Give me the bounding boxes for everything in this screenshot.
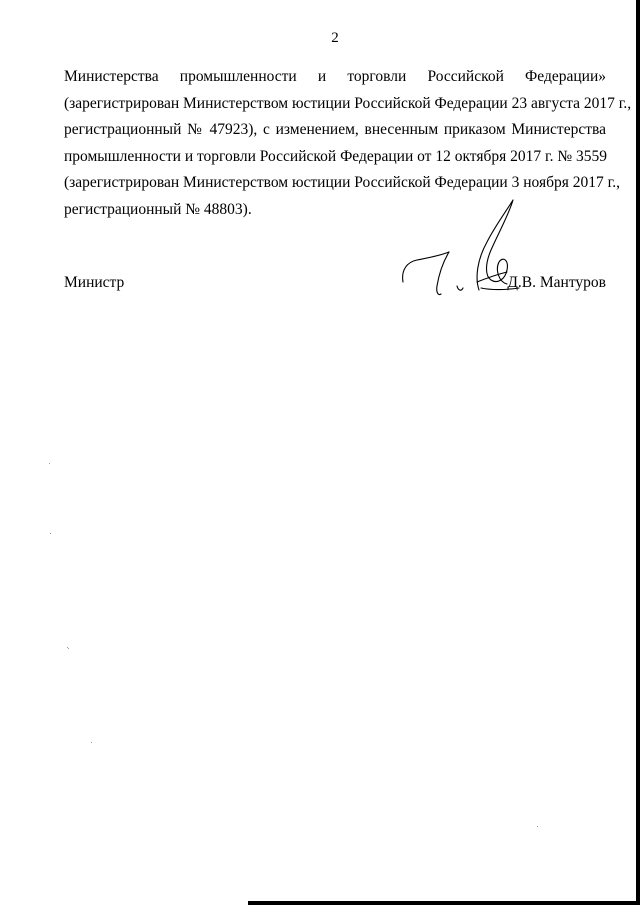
signatory-position: Министр [64, 274, 125, 291]
page-number: 2 [331, 30, 339, 46]
scan-speck [68, 648, 69, 649]
paragraph-line: регистрационный № 47923), с изменением, внесенным приказом Министерства [64, 121, 606, 138]
scan-speck [537, 826, 538, 827]
paragraph-line: (зарегистрирован Министерством юстиции Российской Федерации 3 ноября 2017 г., [64, 174, 620, 191]
paragraph-line: Министерства промышленности и торговли Российской Федерации» [64, 68, 606, 85]
paragraph-line: промышленности и торговли Российской Федерации от 12 октября 2017 г. № 3559 [64, 147, 608, 165]
scan-speck [91, 742, 92, 743]
paragraph-line: регистрационный № 48803). [64, 200, 252, 218]
scan-speck [50, 533, 51, 534]
scan-edge-right [636, 0, 640, 905]
signatory-name: Д.В. Мантуров [507, 274, 606, 291]
scan-speck [49, 463, 50, 464]
scan-edge-bottom [248, 901, 640, 905]
paragraph-line: (зарегистрирован Министерством юстиции Российской Федерации 23 августа 2017 г., [64, 94, 632, 112]
